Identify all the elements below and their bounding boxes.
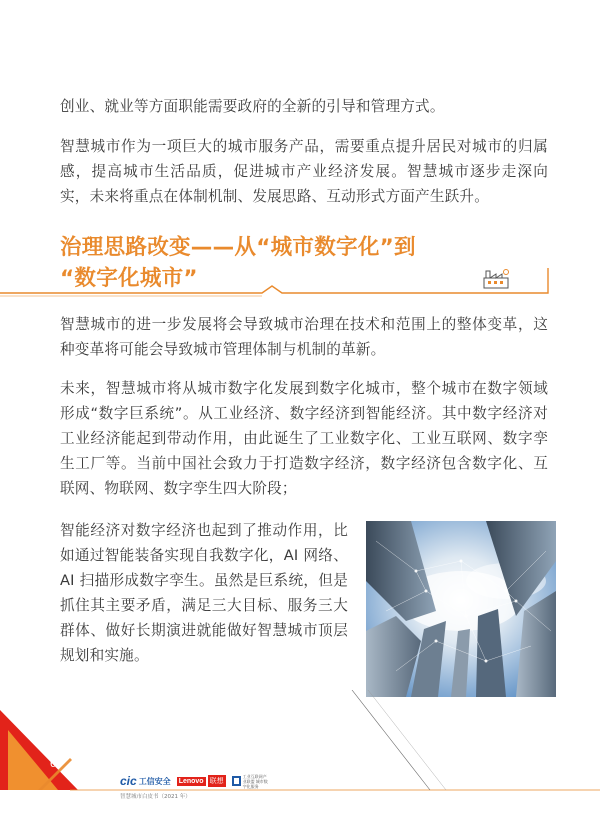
cic-logo: [120, 774, 171, 788]
paragraph-smart-city-service: 智慧城市作为一项巨大的城市服务产品，需要重点提升居民对城市的归属感，提高城市生活品质，促进城市产业经济发展。智慧城市逐步走深向实，未来将重点在体制机制、发展思路、互动形式方面产生跃升。: [60, 138, 548, 205]
alliance-logo: [232, 774, 269, 789]
lenovo-logo-text: Lenovo: [178, 777, 204, 785]
cic-logo-text: cic: [120, 774, 137, 788]
paragraph-intelligent-economy: 智能经济对数字经济也起到了推动作用，比如通过智能装备实现自我数字化，AI 网络、AI 扫描形成数字孪生。虽然是巨系统，但是抓住其主要矛盾，满足三大目标、服务三大群体、做好长期演进就能做好智慧城市顶层规划和实施。: [60, 522, 348, 664]
alliance-mark-icon: [232, 776, 241, 786]
footer-logos: [120, 774, 269, 788]
paragraph-governance-change: 智慧城市的进一步发展将会导致城市治理在技术和范围上的整体变革，这种变革将可能会导致城市管理体制与机制的革新。: [60, 316, 548, 358]
paragraph-digital-economy: 未来，智慧城市将从城市数字化发展到数字化城市，整个城市在数字领域形成“数字巨系统”。从工业经济、数字经济到智能经济。其中数字经济对工业经济能起到带动作用，由此诞生了工业数字化、工业互联网、数字孪生工厂等。当前中国社会致力于打造数字经济，数字经济包含数字化、互联网、物联网、数字孪生四大阶段；: [60, 380, 548, 497]
section-title-line2: “数字化城市”: [60, 266, 198, 291]
footer-decoration: [0, 690, 600, 814]
lenovo-logo-cn: 联想: [208, 775, 226, 787]
factory-icon: [484, 270, 509, 289]
cic-logo-cn: 工信安全: [138, 776, 171, 786]
alliance-logo-text: 工业互联网产业联盟 城市数字化服务: [242, 773, 268, 789]
city-skyscrapers-photo: [366, 521, 556, 697]
footer-caption: 智慧城市白皮书（2021 年）: [120, 794, 191, 800]
section-title-line1: 治理思路改变——从“城市数字化”到: [60, 235, 416, 260]
section-title-underline: [0, 260, 600, 300]
lenovo-logo: [177, 775, 226, 787]
paragraph-intro: 创业、就业等方面职能需要政府的全新的引导和管理方式。: [60, 98, 445, 115]
page-number: 60: [50, 758, 63, 770]
